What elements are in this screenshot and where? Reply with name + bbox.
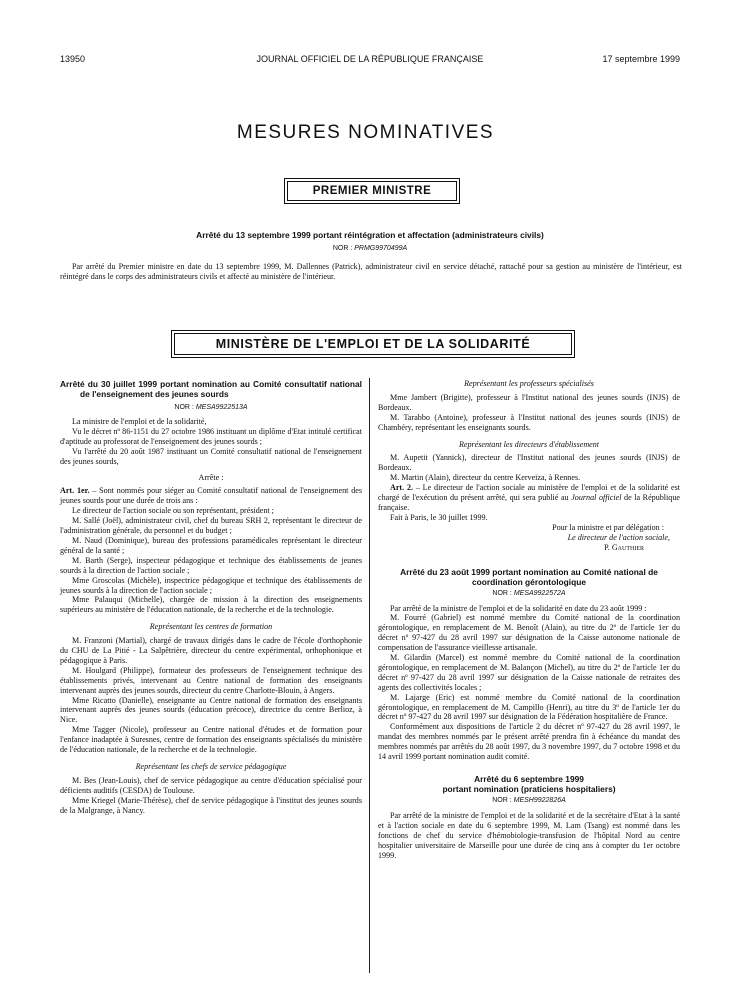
article-text-end: de la République française. (378, 493, 680, 512)
signature-name: P. Gauthier (604, 542, 644, 552)
decree-title-a1: Arrêté du 30 juillet 1999 portant nomination au Comité consultatif national de l'enseignement des jeunes sourds (60, 379, 362, 399)
subsection-heading: Représentant les chefs de service pédagogique (135, 762, 287, 771)
nor-reference-a3 (378, 796, 680, 805)
subsection-heading: Représentant les professeurs spécialisés (464, 379, 594, 388)
subsection-heading: Représentant les centres de formation (149, 622, 273, 632)
section-box-ministere: MINISTÈRE DE L'EMPLOI ET DE LA SOLIDARITÉ (174, 333, 572, 355)
member-entry: M. Martin (Alain), directeur du centre Kerveiza, à Rennes. (390, 473, 581, 483)
subsection-heading: Représentant les directeurs d'établissement (458, 439, 600, 449)
signature-title: Le directeur de l'action sociale, (567, 532, 670, 542)
nor-code: MESA9922572A (513, 589, 566, 597)
article-text: – Le directeur de l'action sociale au ministère de l'emploi et de la solidarité est chargé de l'exécution du présent arrêté, qui sera publié au (378, 483, 680, 503)
member-entry: M. Tarabbo (Antoine), professeur à l'Institut national des jeunes sourds (INJS) de Chambéry, représentant les enseignants sourds. (378, 412, 680, 432)
paragraph: Par arrêté de la ministre de l'emploi et de la solidarité et de la secrétaire d'Etat à la santé et à l'action sociale en date du 6 septembre 1999, M. Lam (Tsang) est nommé dans les fonctions de chef du service d'hémobiologie-transfusion de l'hôpital Nord au centre hospitalier universitaire de Marseille pour une durée de cinq ans à compter du 1er octobre 1999. (378, 811, 680, 860)
arrete-heading: Arrête : (198, 472, 224, 482)
page-title: MESURES NOMINATIVES (236, 122, 495, 143)
issue-date: 17 septembre 1999 (602, 54, 680, 64)
title-line: portant nomination (praticiens hospitaliers) (442, 784, 616, 794)
article-label: Art. 1er. (60, 486, 90, 496)
journal-reference: Journal officiel (571, 493, 622, 503)
signing-date: Fait à Paris, le 30 juillet 1999. (390, 512, 488, 522)
paragraph: Vu le décret nº 86-1151 du 27 octobre 1986 instituant un diplôme d'Etat intitulé certificat d'aptitude au professorat de l'enseignement des jeunes sourds ; (60, 426, 362, 446)
nor-label: NOR : (492, 589, 512, 597)
member-entry: M. Naud (Dominique), bureau des professions paramédicales représentant le directeur général de la santé ; (60, 535, 362, 555)
member-entry: M. Sallé (Joël), administrateur civil, chef du bureau SRH 2, représentant le directeur de l'administration générale, du personnel et du budget ; (60, 516, 362, 536)
member-entry: M. Barth (Serge), inspecteur pédagogique et technique des établissements de jeunes sourds à la direction de l'action sociale ; (60, 555, 362, 575)
page-header (60, 54, 680, 68)
nor-label: NOR : (492, 797, 512, 804)
column-divider (369, 378, 370, 973)
article-text: – Sont nommés pour siéger au Comité consultatif national de l'enseignement des jeunes sourds pour une durée de trois ans : (60, 486, 362, 506)
right-column (378, 379, 680, 861)
paragraph: M. Gilardin (Marcel) est nommé membre du Comité national de la coordination gérontologique, en remplacement de M. Balançon (Michel), au titre du 2º de l'article 1er du décret nº 97-427 du 28 avril 1997 sur désignation de la Caisse nationale de retraites des agents des collectivités locales ; (378, 653, 680, 692)
member-entry: M. Houlgard (Philippe), formateur des professeurs de l'enseignement technique des établissements privés, intervenant au Centre national de formation des enseignants intervenant auprès des jeunes sourds, directeur du centre Charlotte-Blouin, à Angers. (60, 665, 362, 695)
member-entry: M. Aupetit (Yannick), directeur de l'Institut national des jeunes sourds (INJS) de Bordeaux. (378, 453, 680, 473)
nor-reference-a2 (378, 589, 680, 598)
member-entry: Mme Kriegel (Marie-Thérèse), chef de service pédagogique à l'institut des jeunes sourds de la Malgrange, à Nancy. (60, 795, 362, 815)
section-box-premier-ministre: PREMIER MINISTRE (287, 181, 457, 201)
nor-reference-a1 (60, 403, 362, 412)
paragraph: M. Fourré (Gabriel) est nommé membre du Comité national de la coordination gérontologique, en remplacement de M. Benoît (Alain), au titre du 2º de l'article 1er du décret nº 97-427 du 28 avril 1997 sur désignation de la Caisse autonome nationale de compensation de l'assurance vieillesse artisanale. (378, 613, 680, 653)
paragraph: Par arrêté de la ministre de l'emploi et de la solidarité en date du 23 août 1999 : (390, 603, 647, 613)
article-1 (60, 486, 362, 506)
nor-code: MESA9922513A (195, 404, 248, 411)
decree-title-pm: Arrêté du 13 septembre 1999 portant réintégration et affectation (administrateurs civils) (196, 230, 544, 240)
signature-delegation: Pour la ministre et par délégation : (552, 522, 664, 532)
decree-title-a3 (378, 774, 680, 794)
journal-name: JOURNAL OFFICIEL DE LA RÉPUBLIQUE FRANÇAISE (256, 54, 484, 64)
decree-text-pm (60, 262, 682, 282)
title-line: Arrêté du 6 septembre 1999 (474, 774, 584, 784)
member-entry: M. Franzoni (Martial), chargé de travaux dirigés dans le cadre de l'école d'orthophonie du CHU de La Pitié - La Salpêtrière, directeur du centre expérimental, orthophonique et pédagogique à Paris. (60, 636, 362, 665)
nor-code: MESH9922826A (513, 797, 566, 804)
paragraph: Vu l'arrêté du 20 août 1987 instituant un Comité consultatif national de l'enseignement des jeunes sourds, (60, 446, 362, 466)
member-entry: Mme Tagger (Nicole), professeur au Centre national d'études et de formation pour l'enfance inadaptée à Suresnes, centre de formation des enseignants spécialisés du ministère de l'éducation nationale, de la recherche et de la technologie. (60, 725, 362, 755)
member-entry: Mme Groscolas (Michèle), inspectrice pédagogique et technique des établissements de jeunes sourds à la direction de l'action sociale ; (60, 575, 362, 595)
nor-code: PRMG9970499A (354, 245, 408, 252)
article-2 (378, 483, 680, 513)
nor-reference-pm (60, 244, 680, 253)
article-label: Art. 2. (390, 483, 414, 493)
member-entry: Le directeur de l'action sociale ou son représentant, président ; (72, 506, 274, 516)
member-entry: Mme Ricatto (Danielle), enseignante au Centre national de formation des enseignants intervenant auprès des jeunes sourds (éducation précoce), directrice du centre Berlioz, à Nice. (60, 695, 362, 725)
page-number: 13950 (60, 54, 86, 64)
paragraph: Conformément aux dispositions de l'article 2 du décret nº 97-427 du 28 avril 1997, le mandat des membres nommés par le présent arrêté prendra fin à échéance du mandat des membres nommés par arrêtés du 28 août 1997, du 3 novembre 1997, du 7 octobre 1998 et du 14 avril 1999 portant nomination audit comité. (378, 722, 680, 762)
left-column (60, 379, 362, 816)
paragraph: La ministre de l'emploi et de la solidarité, (72, 417, 207, 426)
paragraph: Par arrêté du Premier ministre en date du 13 septembre 1999, M. Dallennes (Patrick), administrateur civil en service détaché, rattaché pour sa gestion au ministère de l'intérieur, est réintégré dans le corps des administrateurs civils et affecté au ministère de l'intérieur. (60, 262, 682, 281)
member-entry: Mme Jambert (Brigitte), professeur à l'Institut national des jeunes sourds (INJS) de Bordeaux. (378, 392, 680, 412)
paragraph: M. Lajarge (Eric) est nommé membre du Comité national de la coordination gérontologique, en remplacement de M. Campillo (Henri), au titre du 3º de l'article 1er du décret nº 97-427 du 28 avril 1997 sur désignation de la Fédération hospitalière de France. (378, 692, 680, 722)
decree-title-a2: Arrêté du 23 août 1999 portant nomination au Comité national de coordination gérontologique (400, 566, 658, 587)
nor-label: NOR : (332, 245, 353, 252)
member-entry: M. Bes (Jean-Louis), chef de service pédagogique au centre d'éducation spécialisé pour déficients auditifs (CESDA) de Toulouse. (60, 775, 362, 795)
nor-label: NOR : (174, 404, 194, 411)
member-entry: Mme Palauqui (Michelle), chargée de mission à la direction des enseignements supérieurs au ministère de l'éducation nationale, de la recherche et de la technologie. (60, 595, 362, 615)
